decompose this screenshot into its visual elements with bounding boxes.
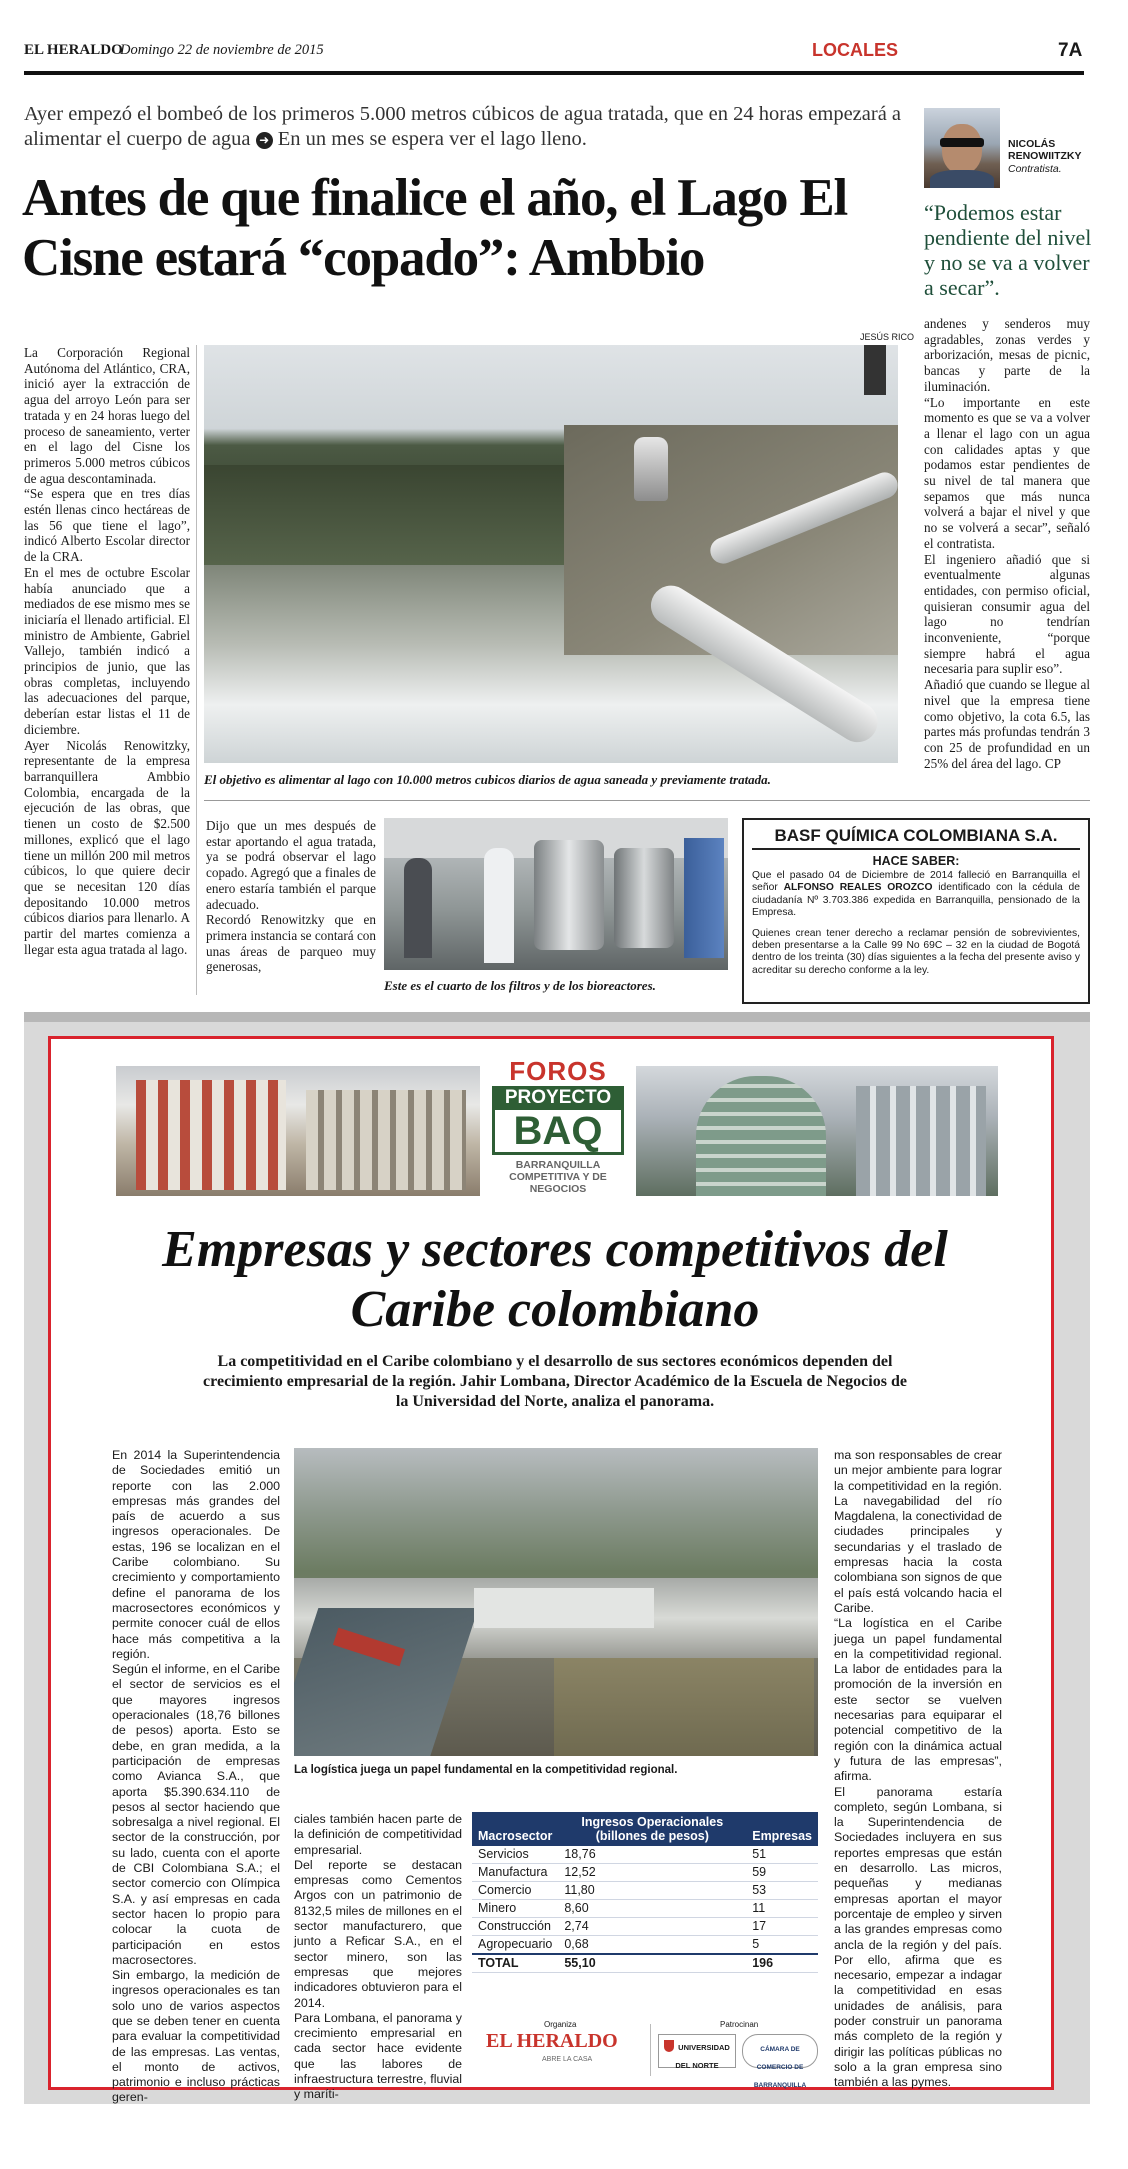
foros-column-2: ciales también hacen parte de la definición de competitividad empresarial. Del reporte se destacan empresas como Cementos Argos con un patrimonio de 8132,5 miles de millones en el sector manufacturero, que junto a Reficar S.A., en el sector minero, son las empresas que mejores indicadores obtuvieron para el 2014. Para Lombana, el panorama y crecimiento empresarial en cada sector hace evidente que las labores de infraestructura terrestre, fluvial y maríti- [294, 1812, 462, 2102]
table-header: Macrosector [472, 1812, 558, 1846]
foros-deck: La competitividad en el Caribe colombiano y el desarrollo de sus sectores económicos dependen del crecimiento empresarial de la región. Jahir Lombana, Director Académico de la Escuela de Negocios de la Universidad del Norte, analiza el panorama. [203, 1353, 907, 1410]
article-column-2: Dijo que un mes después de estar aportando el agua tratada, ya se podrá observar el lago copado. Agregó que a finales de enero estaría también el parque adecuado. Recordó Renowitzky que en primera instancia se contará con unas áreas de parqueo muy generosas, [206, 818, 376, 975]
table-row: Comercio 11,80 53 [472, 1882, 818, 1900]
sponsor-strip [472, 2020, 818, 2089]
filters-room-photo [384, 818, 728, 970]
section-label: LOCALES [812, 40, 899, 60]
logo-foros: FOROS [509, 1056, 607, 1086]
table-row: Servicios 18,76 51 [472, 1846, 818, 1864]
logo-baq: BAQ [492, 1110, 624, 1155]
header-date: Domingo 22 de noviembre de 2015 [120, 42, 324, 58]
quote-role: Contratista. [1008, 163, 1062, 175]
table-total-row: TOTAL 55,10 196 [472, 1954, 818, 1973]
photo2-caption: Este es el cuarto de los filtros y de los bioreactores. [384, 978, 656, 993]
sponsor-logo-camara [742, 2034, 818, 2089]
banner-left-photo [116, 1066, 480, 1196]
banner-right-photo [636, 1066, 998, 1196]
header-rule [24, 71, 1084, 75]
deck-text-2: En un mes se espera ver el lago lleno. [277, 128, 587, 150]
table-row: Agropecuario 0,68 5 [472, 1936, 818, 1955]
table-header: Ingresos Operacionales (billones de pesos) [558, 1812, 746, 1846]
lake-pipe-photo [204, 345, 898, 763]
page-separator [24, 1012, 1090, 1022]
foros-column-1: En 2014 la Superintendencia de Sociedades emitió un reporte con las 2.000 empresas más grandes del país de acuerdo a sus ingresos operacionales. De estas, 196 se localizan en el Caribe colombiano. Su crecimiento y comportamiento define el panorama de los macrosectores económicos y permite conocer cuál de ellos hace más competitiva a la región. Según el informe, en el Caribe el sector de servicios es el que mayores ingresos operacionales (18,76 billones de pesos) aporta. Esto se debe, en gran medida, a la participación de empresas como Avianca S.A., que aporta $5.390.634.110 de pesos al sector haciendo que sobresalga a nivel regional. El sector de la construcción, por su lado, cuenta con el aporte de CBI Colombiana S.A.; el sector comercio con Olímpica S.A. y así empresas en cada sector hacen lo propio para colocar la cuota de participación en estos macrosectores. Sin embargo, la medición de ingresos operacionales es tan solo uno de varios aspectos que se deben tener en cuenta para evaluar la competitividad de las empresas. Las ventas, el monto de activos, patrimonio e incluso prácticas geren- [112, 1448, 280, 2105]
page-number: 7A [1058, 40, 1083, 61]
sectors-table [472, 1812, 818, 1973]
foros-column-3: ma son responsables de crear un mejor ambiente para lograr la competitividad en la región. La navegabilidad del río Magdalena, la conectividad de ciudades principales y secundarias y el traslado de empresas hacia la costa colombiana son signos de que el país está volcando hacia el Caribe. “La logística en el Caribe juega un papel fundamental en la competitividad regional. La labor de entidades para la promoción de la inversión en este sector se vuelven necesarias para equiparar el potencial competitivo de la región con la dinámica actual y futura de las empresas”, afirma. El panorama estaría completo, según Lombana, si la Superintendencia de Sociedades incluyera en sus reportes empresas que están en desarrollo. Las micros, pequeñas y medianas empresas aportan el mayor porcentaje de empleo y sirven a las grandes empresas como ancla de la región y del país. Por ello, afirma que es necesario, empezar a indagar la competitividad en esas unidades de análisis, para poder construir un panorama más completo de la región y dirigir las políticas públicas no solo a la gran empresa sino también a las pymes. [834, 1448, 1002, 2090]
sponsor-logo-uninorte [658, 2034, 736, 2068]
section-rule [204, 800, 1090, 801]
foros-headline: Empresas y sectores competitivos del Caribe colombiano [162, 1221, 948, 1338]
deck-text: Ayer empezó el bombeó de los primeros 5.000 metros cúbicos de agua tratada, que en 24 horas empezará a alimentar el cuerpo de agua [24, 103, 902, 150]
port-aerial-photo [294, 1448, 818, 1756]
foros-logo [486, 1054, 630, 1214]
table-row: Construcción 2,74 17 [472, 1918, 818, 1936]
quote-box [924, 108, 1094, 308]
arrow-circle-icon: ➜ [256, 132, 273, 149]
photo-caption: El objetivo es alimentar al lago con 10.000 metros cubicos diarios de agua saneada y previamente tratada. [204, 772, 771, 787]
organiza-logo: EL HERALDO [486, 2030, 618, 2052]
table-header: Empresas [746, 1812, 818, 1846]
table-row: Minero 8,60 11 [472, 1900, 818, 1918]
article-headline: Antes de que finalice el año, el Lago El Cisne estará “copado”: Ambbio [22, 169, 848, 287]
notice-heading: HACE SABER: [872, 854, 960, 868]
foros-photo-caption: La logística juega un papel fundamental en la competitividad regional. [294, 1764, 678, 1776]
article-deck [24, 102, 924, 152]
photo-credit: JESÚS RICO [860, 332, 915, 342]
notice-paragraph-2: Quienes crean tener derecho a reclamar pensión de sobrevivientes, deben presentarse a la Calle 99 No 69C – 32 en la ciudad de Bogotá dentro de los treinta (30) días siguientes a la fecha del presente aviso y acreditar su derecho conforme a la ley. [752, 927, 1080, 976]
page-header [24, 40, 1084, 80]
logo-subtitle: BARRANQUILLA COMPETITIVA Y DE NEGOCIOS [509, 1159, 607, 1195]
sponsor-name-2: CÁMARA DE COMERCIO DE BARRANQUILLA [753, 2046, 807, 2089]
column-divider [196, 345, 197, 995]
notice-paragraph-1: Que el pasado 04 de Diciembre de 2014 falleció en Barranquilla el señor ALFONSO REALES OROZCO identificado con la cédula de ciudadanía Nº 3.703.386 expedida en Barranquilla, pensionado de la Empresa. [752, 870, 1080, 919]
pull-quote: “Podemos estar pendiente del nivel y no se va a volver a secar”. [924, 200, 1092, 300]
logo-proyecto: PROYECTO [492, 1086, 624, 1110]
legal-notice [742, 818, 1090, 1004]
sponsor-name-1: UNIVERSIDAD DEL NORTE [675, 2043, 730, 2070]
shield-icon [664, 2040, 674, 2052]
organiza-tagline: ABRE LA CASA [542, 2056, 593, 2063]
quote-name: NICOLÁS RENOWIITZKY [1008, 138, 1082, 162]
patrocinan-label: Patrocinan [720, 2020, 759, 2029]
masthead-name: EL HERALDO [24, 42, 123, 58]
sponsor-divider [650, 2024, 651, 2076]
organiza-label: Organiza [544, 2020, 577, 2029]
table-row: Manufactura 12,52 59 [472, 1864, 818, 1882]
article-column-1: La Corporación Regional Autónoma del Atlántico, CRA, inició ayer la extracción de agua del arroyo León para ser tratada y en 24 horas luego del proceso de saneamiento, verter en el lago del Cisne los primeros 5.000 metros cúbicos de agua descontaminada. “Se espera que en tres días estén llenas cinco hectáreas de las 56 que tiene el lago”, indicó Alberto Escolar director de la CRA. En el mes de octubre Escolar había anunciado que a mediados de ese mismo mes se iniciaría el llenado artificial. El ministro de Ambiente, Gabriel Vallejo, también indicó a principios de junio, que las obras completas, incluyendo las adecuaciones del parque, deberían estar listas el 11 de diciembre. Ayer Nicolás Renowitzky, representante de la empresa barranquillera Ambbio Colombia, encargada de la ejecución de las obras, que tienen un costo de $2.500 millones, explicó que el lago tiene un millón 200 mil metros cúbicos, lo que quiere decir que se necesitan 120 días depositando 10.000 metros cúbicos diarios para llenarlo. A partir del martes comienza a llegar esta agua tratada al lago. [24, 345, 190, 957]
avatar [924, 108, 1000, 188]
notice-company: BASF QUÍMICA COLOMBIANA S.A. [752, 826, 1080, 850]
article-column-3: andenes y senderos muy agradables, zonas verdes y arborización, mesas de picnic, bancas y parte de la iluminación. “Lo importante en este momento es que se va a volver a llenar el lago con un agua con calidades aptas y que podamos estar pendientes de su nivel de tal manera que sepamos que más nunca volverá a bajar el nivel y que no se volverá a secar”, señaló el contratista. El ingeniero añadió que si eventualmente algunas entidades, con permiso oficial, quisieran consumir agua del lago no tendrían inconveniente, “porque siempre habrá el agua necesaria para suplir eso”. Añadió que cuando se llegue al nivel que la empresa tiene como objetivo, la cota 6.5, las partes más profundas tendrán 3 con 25 de profundidad en un 25% del área del lago. CP [924, 316, 1090, 771]
